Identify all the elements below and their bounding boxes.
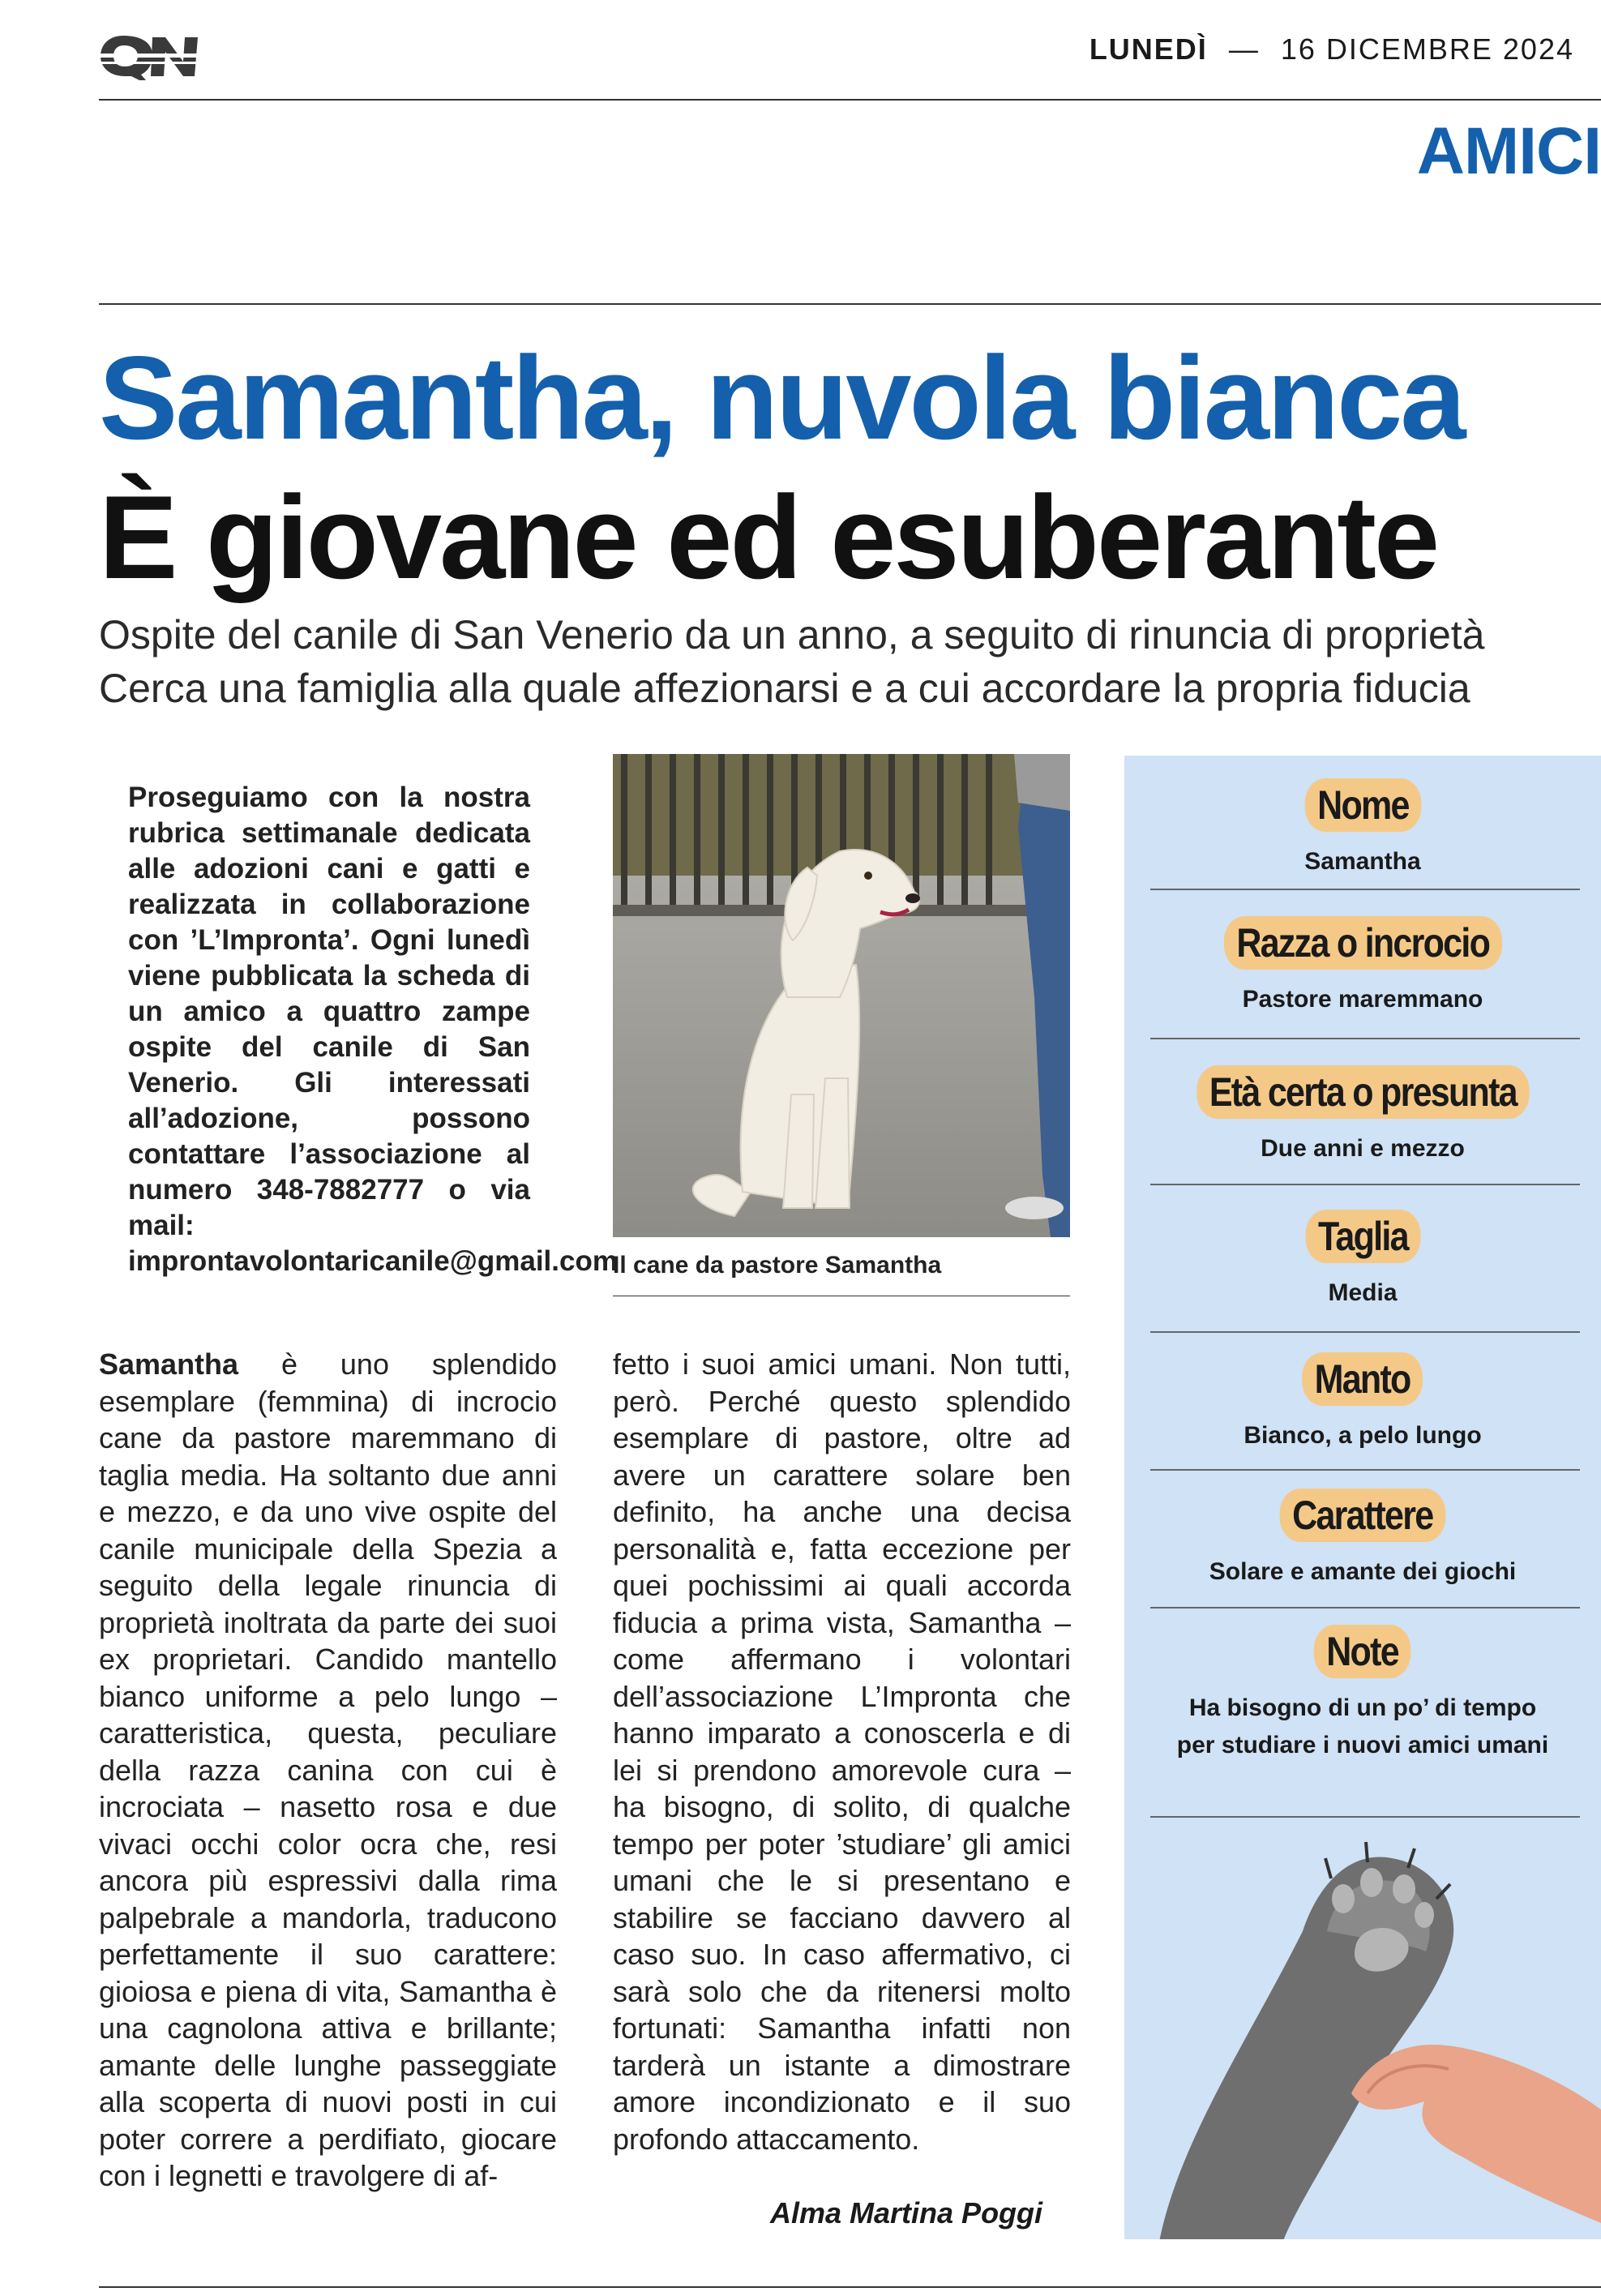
card-nome	[1124, 778, 1601, 880]
sidebar-divider	[1150, 1038, 1580, 1039]
card-label: Razza o incrocio	[1224, 916, 1502, 970]
sidebar-divider	[1150, 1469, 1580, 1471]
article-column-2	[613, 1346, 1071, 2157]
card-label: Carattere	[1280, 1489, 1445, 1542]
intro-text: Proseguiamo con la nostra rubrica settimanale dedicata alle adozioni cani e gatti e realizzata in collaborazione con ’L’Impronta’. Ogni lunedì viene pubblicata la scheda di un amico a quattro zampe ospite del canile di San Venerio. Gli interessati all’adozione, possono contattare l’associazione al numero 348-7882777 o via mail: improntavolontaricanile@gmail.com	[128, 782, 618, 1277]
card-value: Due anni e mezzo	[1261, 1135, 1465, 1162]
dateline-dash: —	[1228, 32, 1260, 66]
sidebar-divider	[1150, 1331, 1580, 1333]
card-value: Samantha	[1304, 848, 1421, 875]
dateline-day: LUNEDÌ	[1089, 32, 1208, 66]
column-1-text: è uno splendido esemplare (femmina) di incrocio cane da pastore maremmano di taglia media. Ha soltanto due anni e mezzo, e da uno vive ospite del canile municipale della Spezia a seguito della legale rinuncia di proprietà inoltrata da parte dei suoi ex proprietari. Candido mantello bianco uniforme a pelo lungo – caratteristica, questa, peculiare della razza canina con cui è incrociata – nasetto rosa e due vivaci occhi color ocra che, resi ancora più espressivi dalla rima palpebrale a mandorla, traducono perfettamente il suo carattere: gioiosa e piena di vita, Samantha è una cagnolona attiva e brillante; amante delle lunghe passeggiate alla scoperta di nuovi posti in cui poter correre a perdifiato, giocare con i legnetti e travolgere di af-	[99, 1347, 557, 2192]
author-byline: Alma Martina Poggi	[770, 2196, 1043, 2230]
card-razza	[1124, 916, 1601, 1018]
card-taglia	[1124, 1210, 1601, 1312]
card-value: Solare e amante dei giochi	[1209, 1558, 1517, 1585]
title-rule	[99, 303, 1601, 305]
card-note	[1124, 1625, 1601, 1764]
sidebar-divider	[1150, 1184, 1580, 1185]
sidebar-divider	[1150, 1607, 1580, 1608]
info-sidebar	[1124, 756, 1601, 2239]
footer-rule	[99, 2286, 1601, 2288]
qn-logo	[99, 31, 204, 81]
card-label: Manto	[1303, 1352, 1423, 1406]
header-rule	[99, 99, 1601, 101]
card-value: Ha bisogno di un po’ di tempo per studiare i nuovi amici umani	[1176, 1694, 1549, 1758]
headline-line2: È giovane ed esuberante	[99, 471, 1438, 603]
section-label: AMICI	[1416, 114, 1601, 188]
card-carattere	[1124, 1489, 1601, 1591]
card-label: Età certa o presunta	[1196, 1065, 1529, 1119]
dog-photo	[613, 754, 1070, 1237]
card-manto	[1124, 1352, 1601, 1454]
lead-name: Samantha	[99, 1347, 239, 1381]
headline-line1: Samantha, nuvola bianca	[99, 332, 1464, 464]
article-column-1	[99, 1346, 557, 2195]
column-2-text: fetto i suoi amici umani. Non tutti, però. Perché questo splendido esemplare di pastore, oltre ad avere un carattere solare ben definito, ha anche una decisa personalità e, fatta eccezione per quei pochissimi ai quali accorda fiducia a prima vista, Samantha – come affermano i volontari dell’associazione L’Impronta che hanno imparato a conoscerla e di lei si prendono amorevole cura – ha bisogno, di solito, di qualche tempo per poter ’studiare’ gli amici umani che le si presentano e stabilire se facciano davvero al caso suo. In caso affermativo, ci sarà solo che da ritenersi molto fortunati: Samantha infatti non tarderà un istante a dimostrare amore incondizionato e il suo profondo attaccamento.	[613, 1347, 1071, 2156]
photo-caption: Il cane da pastore Samantha	[613, 1252, 942, 1279]
subtitle-line2: Cerca una famiglia alla quale affezionarsi e a cui accordare la propria fiducia	[99, 666, 1470, 711]
card-label: Nome	[1304, 778, 1421, 832]
card-value: Bianco, a pelo lungo	[1244, 1422, 1482, 1449]
dateline	[1089, 32, 1574, 66]
card-value: Pastore maremmano	[1242, 986, 1483, 1013]
sidebar-divider	[1150, 889, 1580, 890]
card-value: Media	[1328, 1279, 1398, 1306]
dog-illustration	[613, 754, 1070, 1237]
dateline-date: 16 DICEMBRE 2024	[1280, 32, 1574, 66]
subtitle-line1: Ospite del canile di San Venerio da un anno, a seguito di rinuncia di proprietà	[99, 612, 1485, 658]
card-label: Note	[1314, 1625, 1411, 1678]
card-label: Taglia	[1305, 1210, 1420, 1263]
card-eta	[1124, 1065, 1601, 1167]
paw-handshake-icon	[1124, 1801, 1601, 2239]
